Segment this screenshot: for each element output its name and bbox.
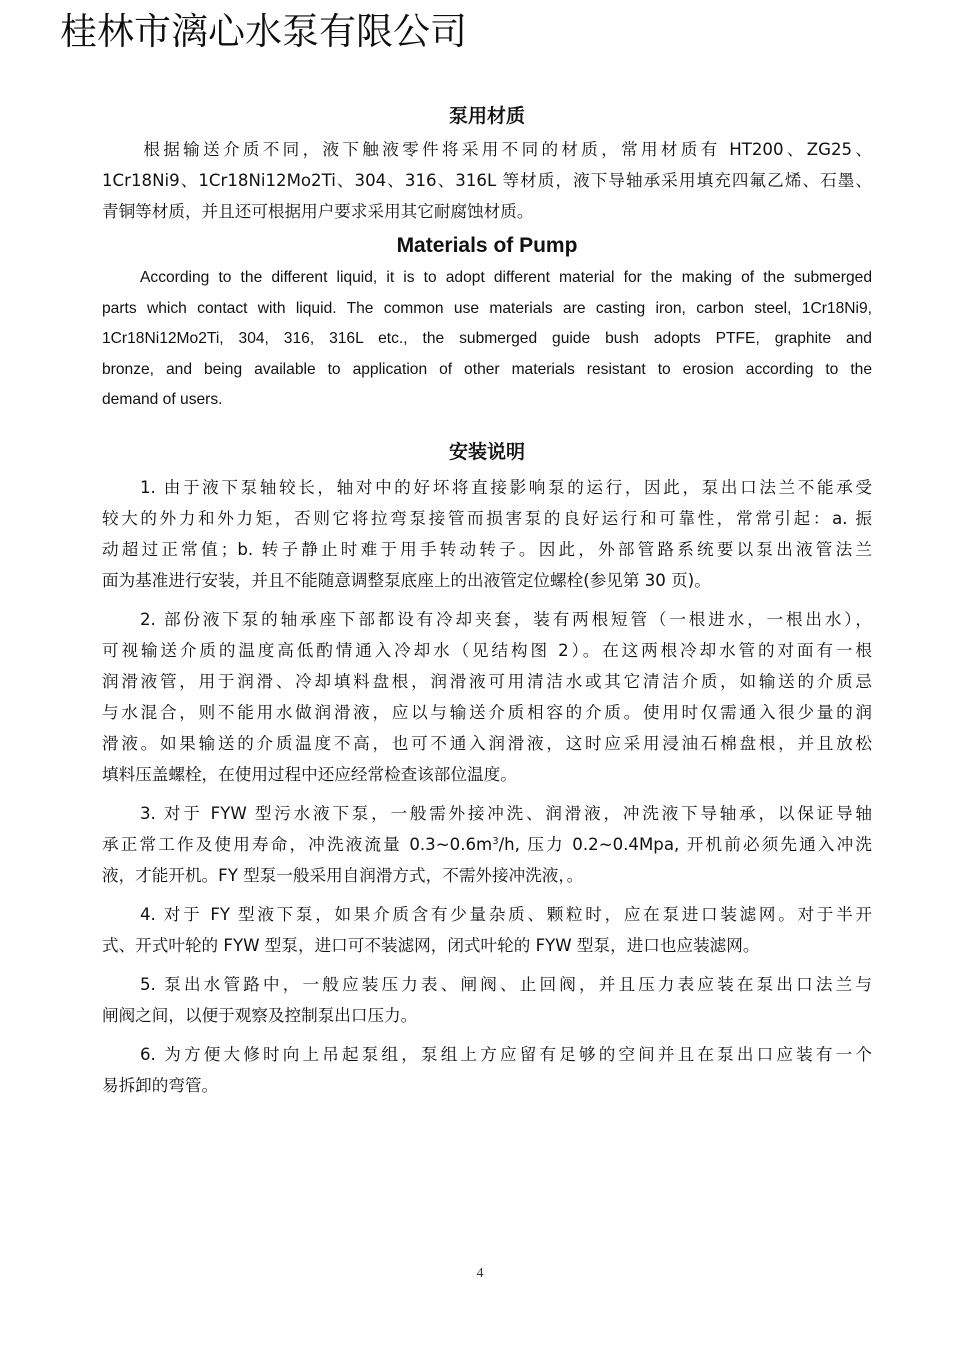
paragraph-materials-cn bbox=[102, 134, 872, 227]
superscript-cubic: 3 bbox=[492, 835, 499, 847]
paragraph-line: 2. 部份液下泵的轴承座下部都设有冷却夹套，装有两根短管（一根进水，一根出水）， bbox=[140, 609, 872, 629]
paragraph-line: 青铜等材质，并且还可根据用户要求采用其它耐腐蚀材质。 bbox=[102, 202, 534, 221]
paragraph-line: According to the different liquid, it is to adopt different material for the making of the submerged bbox=[140, 269, 872, 286]
section-installation bbox=[102, 436, 872, 1101]
paragraph-line: 3. 对于 FYW 型污水液下泵，一般需外接冲洗、润滑液，冲洗液下导轴承，以保证导轴 bbox=[140, 803, 872, 823]
paragraph-line bbox=[102, 829, 872, 860]
section-title-installation: 安装说明 bbox=[448, 440, 525, 463]
paragraph-line: 1Cr18Ni9、1Cr18Ni12Mo2Ti、304、316、316L 等材质，液下导轴承采用填充四氟乙烯、石墨、 bbox=[102, 171, 872, 190]
flow-rate-text: 承正常工作及使用寿命，冲洗液流量 0.3~0.6m bbox=[102, 834, 493, 854]
section-title-materials-cn: 泵用材质 bbox=[448, 105, 525, 127]
paragraph-line: 根据输送介质不同，液下触液零件将采用不同的材质，常用材质有 HT200、ZG25、 bbox=[140, 140, 872, 159]
installation-item-6 bbox=[102, 1039, 872, 1101]
paragraph-materials-en bbox=[102, 263, 872, 416]
document-body bbox=[102, 100, 872, 1101]
paragraph-line: 动超过正常值；b. 转子静止时难于用手转动转子。因此，外部管路系统要以泵出液管法兰 bbox=[102, 539, 872, 559]
installation-item-1 bbox=[102, 472, 872, 596]
page-number: 4 bbox=[476, 1266, 484, 1281]
paragraph-line: 1Cr18Ni12Mo2Ti, 304, 316, 316L etc., the submerged guide bush adopts PTFE, graphite and bbox=[102, 330, 872, 347]
paragraph-line: 1. 由于液下泵轴较长，轴对中的好坏将直接影响泵的运行，因此，泵出口法兰不能承受 bbox=[140, 477, 872, 497]
paragraph-line: 面为基准进行安装，并且不能随意调整泵底座上的出液管定位螺栓(参见第 30 页)。 bbox=[102, 570, 711, 590]
installation-item-3 bbox=[102, 798, 872, 891]
paragraph-line: 5. 泵出水管路中，一般应装压力表、闸阀、止回阀，并且压力表应装在泵出口法兰与 bbox=[140, 974, 872, 994]
installation-item-4 bbox=[102, 899, 872, 961]
paragraph-line: demand of users. bbox=[102, 391, 223, 408]
paragraph-line: 式、开式叶轮的 FYW 型泵，进口可不装滤网，闭式叶轮的 FYW 型泵，进口也应装滤网。 bbox=[102, 935, 760, 955]
paragraph-line: parts which contact with liquid. The common use materials are casting iron, carbon steel, 1Cr18Ni9, bbox=[102, 299, 872, 317]
paragraph-line: 润滑液管，用于润滑、冷却填料盘根，润滑液可用清洁水或其它清洁介质，如输送的介质忌 bbox=[102, 671, 872, 691]
paragraph-line: 较大的外力和外力矩，否则它将拉弯泵接管而损害泵的良好运行和可靠性，常常引起：a. 振 bbox=[102, 508, 872, 528]
section-title-materials-en: Materials of Pump bbox=[396, 234, 578, 257]
paragraph-line: 6. 为方便大修时向上吊起泵组，泵组上方应留有足够的空间并且在泵出口应装有一个 bbox=[140, 1044, 872, 1064]
paragraph-line: 与水混合，则不能用水做润滑液，应以与输送介质相容的介质。使用时仅需通入很少量的润 bbox=[102, 702, 872, 722]
paragraph-line: 滑液。如果输送的介质温度不高，也可不通入润滑液，这时应采用浸油石棉盘根，并且放松 bbox=[102, 733, 872, 753]
paragraph-line: 可视输送介质的温度高低酌情通入冷却水（见结构图 2）。在这两根冷却水管的对面有一根 bbox=[102, 640, 872, 660]
installation-item-2 bbox=[102, 604, 872, 790]
paragraph-line: 易拆卸的弯管。 bbox=[102, 1075, 219, 1095]
section-materials-cn bbox=[102, 100, 872, 227]
company-name-header: 桂林市漓心水泵有限公司 bbox=[60, 10, 467, 53]
paragraph-line: 液，才能开机。FY 型泵一般采用自润滑方式，不需外接冲洗液，。 bbox=[102, 865, 584, 885]
paragraph-line: 填料压盖螺栓，在使用过程中还应经常检查该部位温度。 bbox=[102, 764, 517, 784]
paragraph-line: bronze, and being available to application of other materials resistant to erosion according to the bbox=[102, 360, 872, 378]
pressure-text: /h, 压力 0.2~0.4Mpa, 开机前必须先通入冲洗 bbox=[498, 834, 873, 854]
paragraph-line: 4. 对于 FY 型液下泵，如果介质含有少量杂质、颗粒时，应在泵进口装滤网。对于半开 bbox=[140, 904, 872, 924]
section-materials-en bbox=[102, 231, 872, 416]
paragraph-line: 闸阀之间，以便于观察及控制泵出口压力。 bbox=[102, 1005, 418, 1025]
installation-item-5 bbox=[102, 969, 872, 1031]
